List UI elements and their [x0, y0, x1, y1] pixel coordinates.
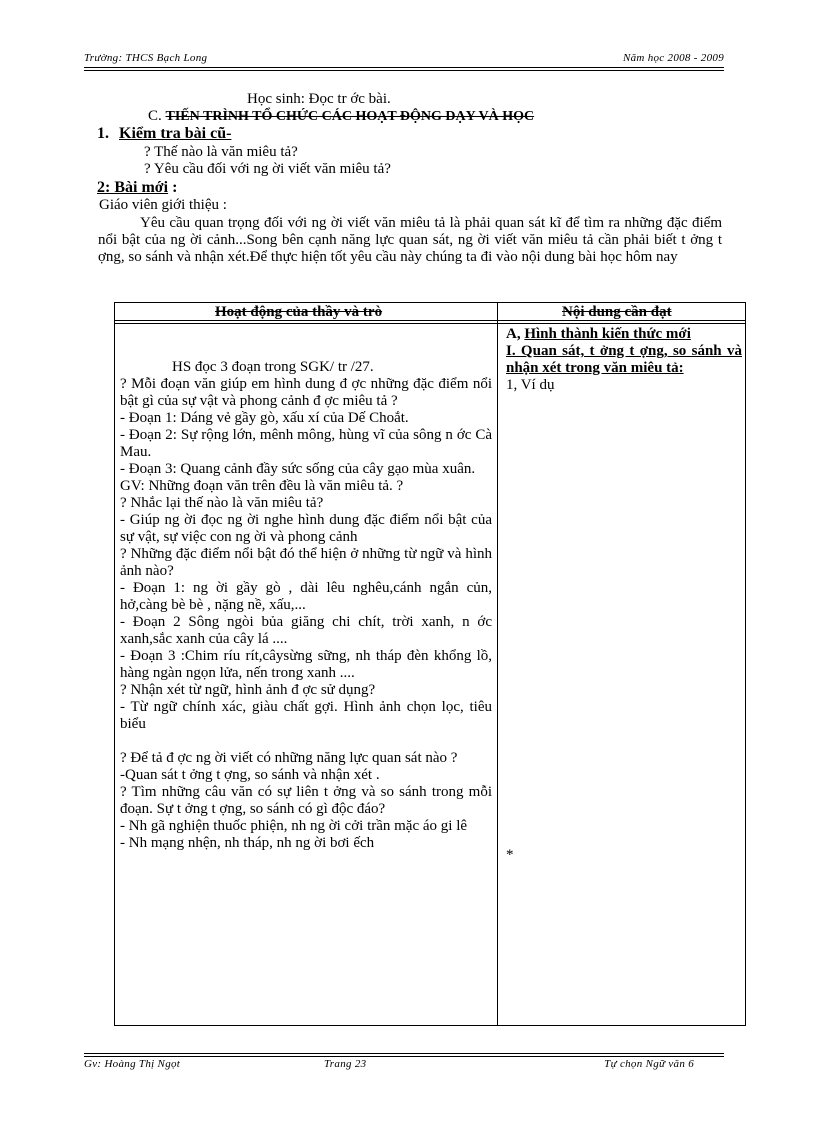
activity-line: ? Nhận xét từ ngữ, hình ảnh đ ợc sử dụng? — [120, 682, 376, 698]
section-a-title: Hình thành kiến thức mới — [524, 326, 691, 342]
page-number: Trang 23 — [324, 1058, 367, 1070]
section-1-heading — [97, 125, 231, 142]
footer-rule — [84, 1053, 724, 1054]
page-header — [84, 52, 724, 68]
left-column-header: Hoạt động của thầy và trò — [215, 304, 383, 320]
activity-line: - Giúp ng ời đọc ng ời nghe hình dung đặc điểm nổi bật của sự vật, sự việc con ng ời và phong cảnh — [120, 512, 492, 545]
section-a-heading — [506, 326, 742, 343]
header-rule-2 — [84, 70, 724, 71]
activity-line: HS đọc 3 đoạn trong SGK/ tr /27. — [172, 359, 374, 375]
activity-line: ? Tìm những câu văn có sự liên t ởng và so sánh trong mỗi đoạn. Sự t ởng t ợng, so sánh có gì độc đáo? — [120, 784, 492, 817]
school-year: Năm học 2008 - 2009 — [622, 52, 724, 64]
table-header-rule-2 — [115, 323, 745, 324]
section-2-suffix: : — [168, 179, 178, 196]
activity-line: GV: Những đoạn văn trên đều là văn miêu tả. ? — [120, 478, 404, 494]
section-c-prefix: C. — [148, 108, 162, 124]
old-lesson-question-1: ? Thế nào là văn miêu tả? — [144, 144, 298, 160]
section-2-title: 2: Bài mới — [97, 179, 169, 196]
section-i-title: I. Quan sát, t ởng t ợng, so sánh và nhận xét trong văn miêu tả: — [506, 343, 742, 376]
activity-line: ? Những đặc điểm nổi bật đó thể hiện ở những từ ngữ và hình ảnh nào? — [120, 546, 492, 579]
lesson-table — [114, 302, 746, 1026]
activity-line: - Đoạn 3 :Chim ríu rít,câysừng sững, nh tháp đèn khổng lồ, hàng ngàn ngọn lửa, nến trong xanh .... — [120, 648, 492, 681]
table-column-divider — [497, 303, 498, 1025]
activity-line: - Đoạn 2 Sông ngòi bủa giăng chi chít, trời xanh, n ớc xanh,sắc xanh của cây lá .... — [120, 614, 492, 647]
activity-line: -Quan sát t ởng t ợng, so sánh và nhận xét . — [120, 767, 380, 783]
activity-line: ? Nhắc lại thế nào là văn miêu tả? — [120, 495, 324, 511]
teacher-name: Gv: Hoàng Thị Ngọt — [84, 1058, 181, 1070]
right-column-content — [506, 326, 742, 394]
activity-line: - Đoạn 3: Quang cảnh đầy sức sống của cây gạo mùa xuân. — [120, 461, 476, 477]
activity-line: ? Mỗi đoạn văn giúp em hình dung đ ợc những đặc điểm nổi bật gì của sự vật và phong cảnh đ ợc miêu tả ? — [120, 376, 492, 409]
activity-line: - Đoạn 1: Dáng vẻ gầy gò, xấu xí của Dế Choắt. — [120, 410, 409, 426]
subject-name: Tự chọn Ngữ văn 6 — [604, 1058, 694, 1070]
activity-line: - Nh mạng nhện, nh tháp, nh ng ời bơi ếch — [120, 835, 375, 851]
school-name: Trường: THCS Bạch Long — [84, 52, 208, 64]
section-a-prefix: A, — [506, 326, 521, 342]
student-read-line: Học sinh: Đọc tr ớc bài. — [247, 91, 391, 107]
activity-line: - Nh gã nghiện thuốc phiện, nh ng ời cởi trần mặc áo gi lê — [120, 818, 468, 834]
section-1-title: Kiểm tra bài cũ- — [119, 125, 232, 142]
example-heading: 1, Ví dụ — [506, 377, 555, 393]
teacher-intro: Giáo viên giới thiệu : — [99, 197, 227, 213]
page-footer — [84, 1058, 724, 1074]
activity-line: ? Để tả đ ợc ng ời viết có những năng lực quan sát nào ? — [120, 750, 458, 766]
activity-line: - Từ ngữ chính xác, giàu chất gợi. Hình ảnh chọn lọc, tiêu biểu — [120, 699, 492, 732]
section-2-heading — [97, 179, 177, 196]
footer-rule-2 — [84, 1056, 724, 1057]
intro-paragraph: Yêu cầu quan trọng đối với ng ời viết văn miêu tả là phải quan sát kĩ để tìm ra những đặc điểm nổi bật của ng ời cảnh...Song bên cạnh năng lực quan sát, ng ời viết văn miêu tả cần phải biết t ởng t ợng, so sánh và nhận xét.Để thực hiện tốt yêu cầu này chúng ta đi vào nội dung bài học hôm nay — [98, 215, 722, 265]
section-c-heading — [148, 108, 534, 125]
section-c-title: TIẾN TRÌNH TỔ CHỨC CÁC HOẠT ĐỘNG DẠY VÀ HỌC — [165, 109, 535, 124]
header-rule — [84, 67, 724, 68]
left-column-content — [120, 359, 492, 852]
old-lesson-question-2: ? Yêu cầu đối với ng ời viết văn miêu tả? — [144, 161, 391, 177]
activity-line: - Đoạn 1: ng ời gầy gò , dài lêu nghêu,cánh ngắn củn, hở,càng bè bè , nặng nề, xấu,... — [120, 580, 492, 613]
star-marker: * — [506, 847, 514, 863]
right-column-header: Nội dung cần đạt — [562, 304, 672, 320]
section-1-number: 1. — [97, 125, 109, 142]
activity-line: - Đoạn 2: Sự rộng lớn, mênh mông, hùng vĩ của sông n ớc Cà Mau. — [120, 427, 492, 460]
